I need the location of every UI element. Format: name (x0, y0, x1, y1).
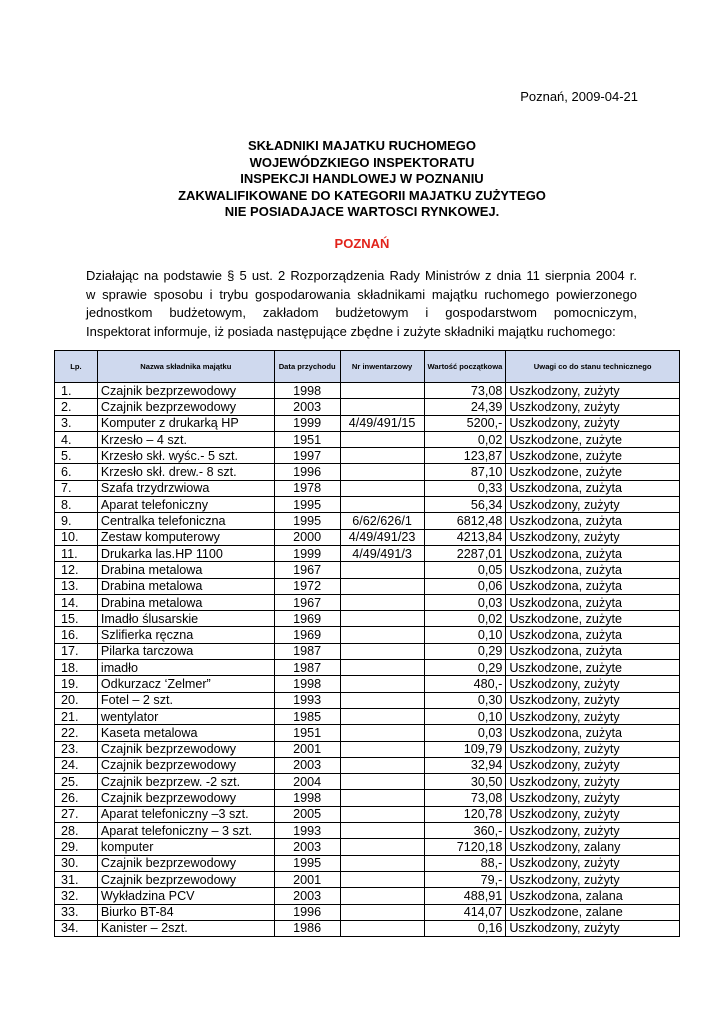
title-line: SKŁADNIKI MAJATKU RUCHOMEGO (248, 138, 476, 153)
table-row (55, 790, 680, 806)
cell-name: komputer (97, 839, 274, 855)
cell-date: 1995 (274, 855, 340, 871)
cell-inventory (340, 399, 424, 415)
cell-name: Fotel – 2 szt. (97, 692, 274, 708)
cell-lp: 30. (55, 855, 98, 871)
cell-value: 0,02 (424, 431, 506, 447)
cell-name: Centralka telefoniczna (97, 513, 274, 529)
cell-value: 73,08 (424, 383, 506, 399)
cell-notes: Uszkodzona, zużyta (506, 643, 680, 659)
table-row (55, 660, 680, 676)
cell-lp: 29. (55, 839, 98, 855)
cell-value: 24,39 (424, 399, 506, 415)
table-row (55, 578, 680, 594)
header-inventory: Nr inwentarzowy (340, 351, 424, 383)
table-row (55, 627, 680, 643)
cell-inventory: 4/49/491/23 (340, 529, 424, 545)
table-row (55, 448, 680, 464)
cell-lp: 14. (55, 594, 98, 610)
cell-name: Drabina metalowa (97, 578, 274, 594)
cell-inventory (340, 741, 424, 757)
cell-lp: 31. (55, 871, 98, 887)
assets-table (54, 350, 680, 937)
title-line: ZAKWALIFIKOWANE DO KATEGORII MAJATKU ZUŻYTEGO (178, 187, 546, 203)
cell-lp: 8. (55, 497, 98, 513)
cell-lp: 10. (55, 529, 98, 545)
cell-date: 1967 (274, 594, 340, 610)
cell-name: Czajnik bezprzew. -2 szt. (97, 774, 274, 790)
cell-inventory (340, 497, 424, 513)
cell-notes: Uszkodzony, zużyty (506, 871, 680, 887)
table-row (55, 692, 680, 708)
table-row (55, 806, 680, 822)
cell-name: Krzesło skł. wyśc.- 5 szt. (97, 448, 274, 464)
cell-name: Czajnik bezprzewodowy (97, 757, 274, 773)
cell-lp: 34. (55, 920, 98, 936)
cell-value: 123,87 (424, 448, 506, 464)
cell-inventory (340, 594, 424, 610)
table-row (55, 545, 680, 561)
cell-value: 0,29 (424, 643, 506, 659)
cell-date: 1985 (274, 708, 340, 724)
cell-date: 1951 (274, 725, 340, 741)
cell-notes: Uszkodzona, zużyta (506, 594, 680, 610)
cell-name: Kaseta metalowa (97, 725, 274, 741)
cell-name: wentylator (97, 708, 274, 724)
cell-lp: 15. (55, 611, 98, 627)
cell-value: 56,34 (424, 497, 506, 513)
cell-notes: Uszkodzona, zużyta (506, 725, 680, 741)
cell-value: 0,02 (424, 611, 506, 627)
title-line: INSPEKCJI HANDLOWEJ W POZNANIU (240, 171, 484, 186)
cell-lp: 24. (55, 757, 98, 773)
cell-date: 1951 (274, 431, 340, 447)
cell-lp: 33. (55, 904, 98, 920)
cell-date: 2003 (274, 757, 340, 773)
table-row (55, 480, 680, 496)
cell-date: 2003 (274, 888, 340, 904)
table-row (55, 708, 680, 724)
cell-name: Odkurzacz ‘Zelmer” (97, 676, 274, 692)
cell-lp: 9. (55, 513, 98, 529)
cell-notes: Uszkodzony, zużyty (506, 790, 680, 806)
cell-date: 1969 (274, 611, 340, 627)
cell-name: imadło (97, 660, 274, 676)
table-row (55, 839, 680, 855)
cell-value: 88,- (424, 855, 506, 871)
cell-value: 0,33 (424, 480, 506, 496)
cell-inventory (340, 871, 424, 887)
table-row (55, 676, 680, 692)
cell-value: 0,30 (424, 692, 506, 708)
cell-lp: 20. (55, 692, 98, 708)
cell-date: 1969 (274, 627, 340, 643)
cell-notes: Uszkodzone, zużyte (506, 464, 680, 480)
cell-date: 1993 (274, 692, 340, 708)
cell-value: 480,- (424, 676, 506, 692)
cell-lp: 18. (55, 660, 98, 676)
cell-inventory (340, 480, 424, 496)
intro-line: Inspektorat informuje, iż posiada następujące zbędne i zużyte składniki majątku ruchomego: (86, 324, 616, 340)
document-date: Poznań, 2009-04-21 (520, 89, 638, 104)
header-lp: Lp. (55, 351, 98, 383)
cell-value: 414,07 (424, 904, 506, 920)
cell-date: 1972 (274, 578, 340, 594)
cell-name: Aparat telefoniczny (97, 497, 274, 513)
cell-inventory (340, 464, 424, 480)
cell-value: 6812,48 (424, 513, 506, 529)
cell-notes: Uszkodzone, zalane (506, 904, 680, 920)
cell-value: 79,- (424, 871, 506, 887)
cell-value: 0,05 (424, 562, 506, 578)
cell-value: 360,- (424, 823, 506, 839)
intro-line: Działając na podstawie § 5 ust. 2 Rozporządzenia Rady Ministrów z dnia 11 sierpnia 2004 r. (86, 268, 637, 283)
cell-inventory: 6/62/626/1 (340, 513, 424, 529)
cell-inventory (340, 562, 424, 578)
cell-notes: Uszkodzony, zużyty (506, 741, 680, 757)
cell-lp: 12. (55, 562, 98, 578)
table-row (55, 725, 680, 741)
cell-value: 4213,84 (424, 529, 506, 545)
cell-date: 1967 (274, 562, 340, 578)
cell-notes: Uszkodzony, zużyty (506, 757, 680, 773)
cell-notes: Uszkodzona, zużyta (506, 627, 680, 643)
table-row (55, 757, 680, 773)
cell-name: Drabina metalowa (97, 562, 274, 578)
cell-notes: Uszkodzony, zużyty (506, 676, 680, 692)
cell-date: 1978 (274, 480, 340, 496)
cell-inventory (340, 920, 424, 936)
cell-lp: 5. (55, 448, 98, 464)
cell-lp: 28. (55, 823, 98, 839)
cell-date: 1999 (274, 545, 340, 561)
cell-name: Komputer z drukarką HP (97, 415, 274, 431)
table-row (55, 871, 680, 887)
intro-paragraph (86, 267, 637, 342)
document-title (0, 138, 724, 221)
table-row (55, 399, 680, 415)
cell-date: 2004 (274, 774, 340, 790)
table-row (55, 562, 680, 578)
cell-date: 2000 (274, 529, 340, 545)
cell-name: Czajnik bezprzewodowy (97, 790, 274, 806)
cell-notes: Uszkodzona, zużyta (506, 545, 680, 561)
cell-inventory: 4/49/491/15 (340, 415, 424, 431)
cell-value: 87,10 (424, 464, 506, 480)
cell-notes: Uszkodzone, zużyte (506, 660, 680, 676)
cell-date: 2001 (274, 741, 340, 757)
cell-notes: Uszkodzony, zużyty (506, 497, 680, 513)
cell-inventory (340, 839, 424, 855)
cell-date: 1998 (274, 383, 340, 399)
table-row (55, 920, 680, 936)
cell-value: 0,03 (424, 725, 506, 741)
cell-date: 1995 (274, 513, 340, 529)
cell-lp: 3. (55, 415, 98, 431)
cell-notes: Uszkodzone, zużyte (506, 448, 680, 464)
cell-inventory (340, 888, 424, 904)
cell-notes: Uszkodzone, zużyte (506, 611, 680, 627)
cell-value: 2287,01 (424, 545, 506, 561)
cell-name: Czajnik bezprzewodowy (97, 741, 274, 757)
cell-name: Wykładzina PCV (97, 888, 274, 904)
cell-lp: 23. (55, 741, 98, 757)
table-row (55, 904, 680, 920)
cell-notes: Uszkodzony, zużyty (506, 823, 680, 839)
cell-inventory (340, 611, 424, 627)
table-row (55, 383, 680, 399)
cell-name: Czajnik bezprzewodowy (97, 855, 274, 871)
intro-line: jednostkom budżetowym, zakładom budżetowym i gospodarstwom pomocniczym, (86, 305, 637, 321)
cell-value: 0,29 (424, 660, 506, 676)
cell-lp: 1. (55, 383, 98, 399)
cell-inventory (340, 578, 424, 594)
cell-name: Czajnik bezprzewodowy (97, 383, 274, 399)
cell-lp: 21. (55, 708, 98, 724)
table-row (55, 888, 680, 904)
cell-name: Kanister – 2szt. (97, 920, 274, 936)
cell-inventory (340, 904, 424, 920)
cell-notes: Uszkodzony, zużyty (506, 529, 680, 545)
table-row (55, 774, 680, 790)
table-row (55, 513, 680, 529)
cell-lp: 13. (55, 578, 98, 594)
cell-value: 30,50 (424, 774, 506, 790)
cell-inventory (340, 643, 424, 659)
header-date: Data przychodu (274, 351, 340, 383)
cell-value: 488,91 (424, 888, 506, 904)
table-row (55, 497, 680, 513)
cell-value: 5200,- (424, 415, 506, 431)
cell-notes: Uszkodzony, zużyty (506, 692, 680, 708)
cell-date: 1996 (274, 464, 340, 480)
cell-lp: 25. (55, 774, 98, 790)
cell-notes: Uszkodzone, zużyte (506, 431, 680, 447)
header-value: Wartość początkowa (424, 351, 506, 383)
cell-lp: 26. (55, 790, 98, 806)
table-row (55, 741, 680, 757)
cell-lp: 19. (55, 676, 98, 692)
cell-date: 1996 (274, 904, 340, 920)
cell-date: 1999 (274, 415, 340, 431)
cell-notes: Uszkodzony, zużyty (506, 383, 680, 399)
cell-name: Krzesło – 4 szt. (97, 431, 274, 447)
cell-inventory (340, 627, 424, 643)
cell-inventory (340, 774, 424, 790)
cell-value: 0,16 (424, 920, 506, 936)
cell-name: Pilarka tarczowa (97, 643, 274, 659)
cell-name: Aparat telefoniczny –3 szt. (97, 806, 274, 822)
cell-notes: Uszkodzony, zużyty (506, 855, 680, 871)
cell-name: Drabina metalowa (97, 594, 274, 610)
cell-notes: Uszkodzony, zużyty (506, 415, 680, 431)
cell-notes: Uszkodzona, zużyta (506, 513, 680, 529)
cell-date: 2003 (274, 399, 340, 415)
cell-inventory (340, 660, 424, 676)
header-name: Nazwa składnika majątku (97, 351, 274, 383)
cell-notes: Uszkodzony, zużyty (506, 708, 680, 724)
cell-date: 1986 (274, 920, 340, 936)
cell-inventory (340, 823, 424, 839)
title-line: WOJEWÓDZKIEGO INSPEKTORATU (249, 154, 475, 170)
cell-notes: Uszkodzona, zużyta (506, 578, 680, 594)
cell-notes: Uszkodzona, zalana (506, 888, 680, 904)
cell-inventory (340, 790, 424, 806)
table-row (55, 529, 680, 545)
cell-date: 2001 (274, 871, 340, 887)
table-row (55, 464, 680, 480)
cell-name: Aparat telefoniczny – 3 szt. (97, 823, 274, 839)
table-row (55, 415, 680, 431)
cell-date: 1997 (274, 448, 340, 464)
cell-inventory (340, 806, 424, 822)
cell-value: 0,06 (424, 578, 506, 594)
cell-value: 109,79 (424, 741, 506, 757)
cell-value: 120,78 (424, 806, 506, 822)
cell-lp: 22. (55, 725, 98, 741)
cell-date: 1987 (274, 660, 340, 676)
table-row (55, 594, 680, 610)
cell-value: 7120,18 (424, 839, 506, 855)
cell-value: 0,10 (424, 627, 506, 643)
cell-name: Szafa trzydrzwiowa (97, 480, 274, 496)
cell-inventory (340, 676, 424, 692)
table-row (55, 611, 680, 627)
cell-lp: 7. (55, 480, 98, 496)
title-line: NIE POSIADAJACE WARTOSCI RYNKOWEJ. (224, 204, 500, 219)
cell-inventory (340, 692, 424, 708)
cell-name: Szlifierka ręczna (97, 627, 274, 643)
table-row (55, 855, 680, 871)
cell-notes: Uszkodzony, zużyty (506, 399, 680, 415)
cell-notes: Uszkodzona, zużyta (506, 562, 680, 578)
cell-date: 1998 (274, 790, 340, 806)
cell-notes: Uszkodzony, zalany (506, 839, 680, 855)
cell-name: Biurko BT-84 (97, 904, 274, 920)
cell-notes: Uszkodzony, zużyty (506, 920, 680, 936)
intro-line: w sprawie sposobu i trybu gospodarowania składnikami majątku ruchomego powierzonego (86, 286, 637, 302)
cell-inventory (340, 855, 424, 871)
cell-name: Czajnik bezprzewodowy (97, 399, 274, 415)
cell-name: Krzesło skł. drew.- 8 szt. (97, 464, 274, 480)
table-row (55, 643, 680, 659)
cell-inventory (340, 725, 424, 741)
cell-name: Imadło ślusarskie (97, 611, 274, 627)
table-row (55, 823, 680, 839)
cell-lp: 16. (55, 627, 98, 643)
cell-lp: 6. (55, 464, 98, 480)
cell-date: 2005 (274, 806, 340, 822)
cell-lp: 32. (55, 888, 98, 904)
cell-date: 1987 (274, 643, 340, 659)
cell-inventory (340, 448, 424, 464)
header-notes: Uwagi co do stanu technicznego (506, 351, 680, 383)
city-heading: POZNAŃ (334, 236, 390, 251)
cell-value: 73,08 (424, 790, 506, 806)
table-row (55, 431, 680, 447)
cell-name: Czajnik bezprzewodowy (97, 871, 274, 887)
cell-date: 1993 (274, 823, 340, 839)
cell-date: 2003 (274, 839, 340, 855)
cell-value: 32,94 (424, 757, 506, 773)
cell-notes: Uszkodzona, zużyta (506, 480, 680, 496)
cell-lp: 27. (55, 806, 98, 822)
cell-inventory (340, 757, 424, 773)
cell-lp: 17. (55, 643, 98, 659)
cell-name: Drukarka las.HP 1100 (97, 545, 274, 561)
cell-value: 0,03 (424, 594, 506, 610)
cell-inventory: 4/49/491/3 (340, 545, 424, 561)
cell-value: 0,10 (424, 708, 506, 724)
cell-lp: 11. (55, 545, 98, 561)
cell-inventory (340, 431, 424, 447)
cell-notes: Uszkodzony, zużyty (506, 806, 680, 822)
cell-lp: 2. (55, 399, 98, 415)
cell-date: 1995 (274, 497, 340, 513)
cell-notes: Uszkodzony, zużyty (506, 774, 680, 790)
cell-inventory (340, 383, 424, 399)
table-header-row (55, 351, 680, 383)
cell-name: Zestaw komputerowy (97, 529, 274, 545)
cell-date: 1998 (274, 676, 340, 692)
cell-inventory (340, 708, 424, 724)
cell-lp: 4. (55, 431, 98, 447)
